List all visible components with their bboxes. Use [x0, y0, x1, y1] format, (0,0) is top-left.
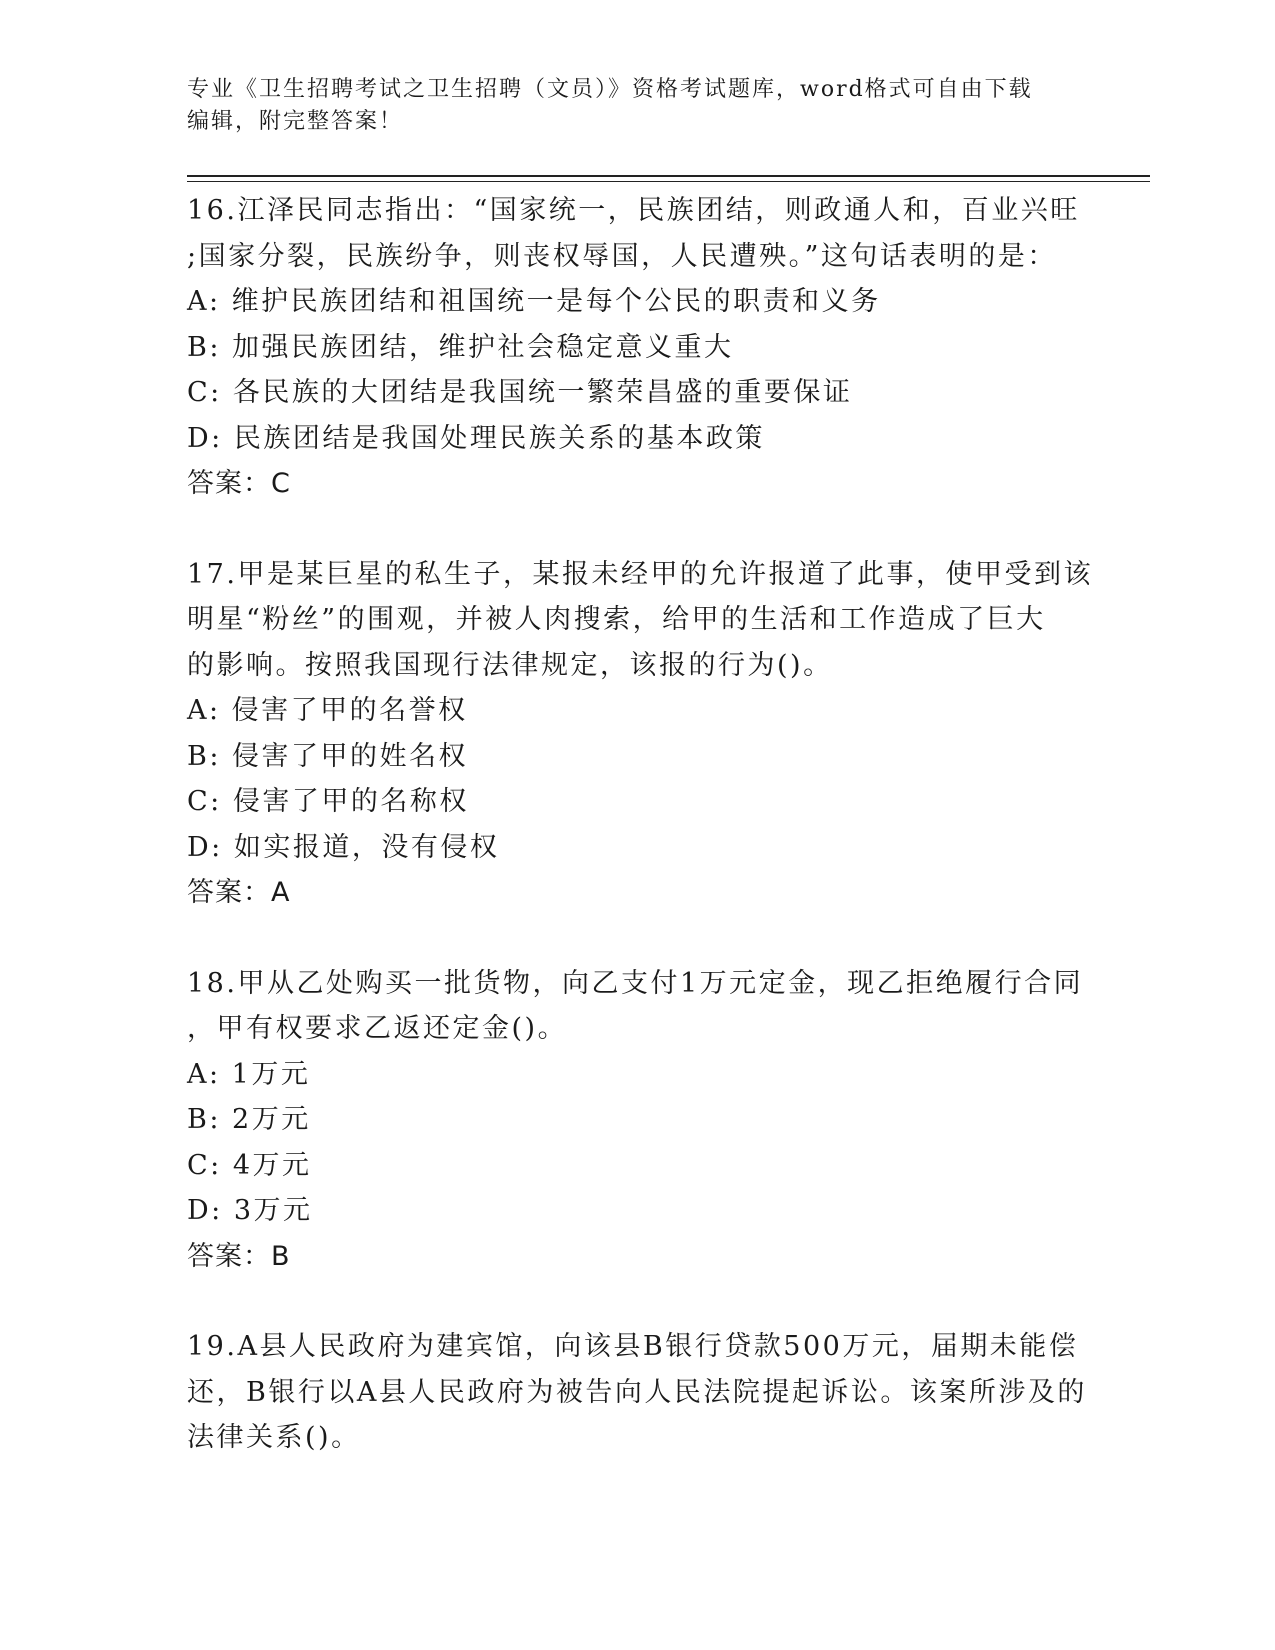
question-16 — [187, 188, 1087, 507]
answer-line: 答案：A — [187, 877, 291, 908]
option-b: B: 侵害了甲的姓名权 — [187, 740, 469, 772]
question-list — [187, 188, 1093, 1506]
question-stem-line: ，甲有权要求乙返还定金()。 — [187, 1013, 568, 1044]
option-c: C: 各民族的大团结是我国统一繁荣昌盛的重要保证 — [187, 377, 853, 408]
header-divider-thick — [187, 175, 1150, 177]
option-d: D: 如实报道，没有侵权 — [187, 831, 500, 863]
question-stem-line: 法律关系()。 — [187, 1422, 361, 1453]
option-a: A: 侵害了甲的名誉权 — [187, 695, 468, 726]
question-stem-line: ;国家分裂，民族纷争，则丧权辱国，人民遭殃。”这句话表明的是： — [187, 240, 1057, 272]
question-stem-line: 17.甲是某巨星的私生子，某报未经甲的允许报道了此事，使甲受到该 — [187, 558, 1093, 590]
question-stem-line: 明星“粉丝”的围观，并被人肉搜索，给甲的生活和工作造成了巨大 — [187, 604, 1046, 635]
header-divider-thin — [187, 181, 1150, 182]
option-a: A: 维护民族团结和祖国统一是每个公民的职责和义务 — [187, 286, 881, 317]
option-c: C: 侵害了甲的名称权 — [187, 786, 469, 817]
question-19 — [187, 1324, 1087, 1461]
question-stem-line: 19.A县人民政府为建宾馆，向该县B银行贷款500万元，届期未能偿 — [187, 1331, 1079, 1362]
header-line: 专业《卫生招聘考试之卫生招聘（文员）》资格考试题库，word格式可自由下载 — [187, 77, 1033, 102]
question-stem-line: 的影响。按照我国现行法律规定，该报的行为()。 — [187, 649, 833, 681]
option-c: C: 4万元 — [187, 1149, 312, 1181]
question-stem-line: 16.江泽民同志指出：“国家统一，民族团结，则政通人和，百业兴旺 — [187, 195, 1080, 226]
header-line: 编辑，附完整答案！ — [187, 109, 404, 134]
answer-line: 答案：C — [187, 468, 291, 499]
question-17 — [187, 552, 1093, 916]
option-d: D: 民族团结是我国处理民族关系的基本政策 — [187, 422, 765, 454]
question-stem-line: 18.甲从乙处购买一批货物，向乙支付1万元定金，现乙拒绝履行合同 — [187, 967, 1084, 999]
answer-line: 答案：B — [187, 1240, 291, 1272]
option-a: A: 1万元 — [187, 1058, 311, 1090]
option-d: D: 3万元 — [187, 1195, 313, 1226]
option-b: B: 2万元 — [187, 1104, 311, 1135]
question-18 — [187, 961, 1087, 1280]
option-b: B: 加强民族团结，维护社会稳定意义重大 — [187, 331, 734, 363]
document-header — [187, 74, 1087, 138]
question-stem-line: 还，B银行以A县人民政府为被告向人民法院提起诉讼。该案所涉及的 — [187, 1376, 1087, 1408]
